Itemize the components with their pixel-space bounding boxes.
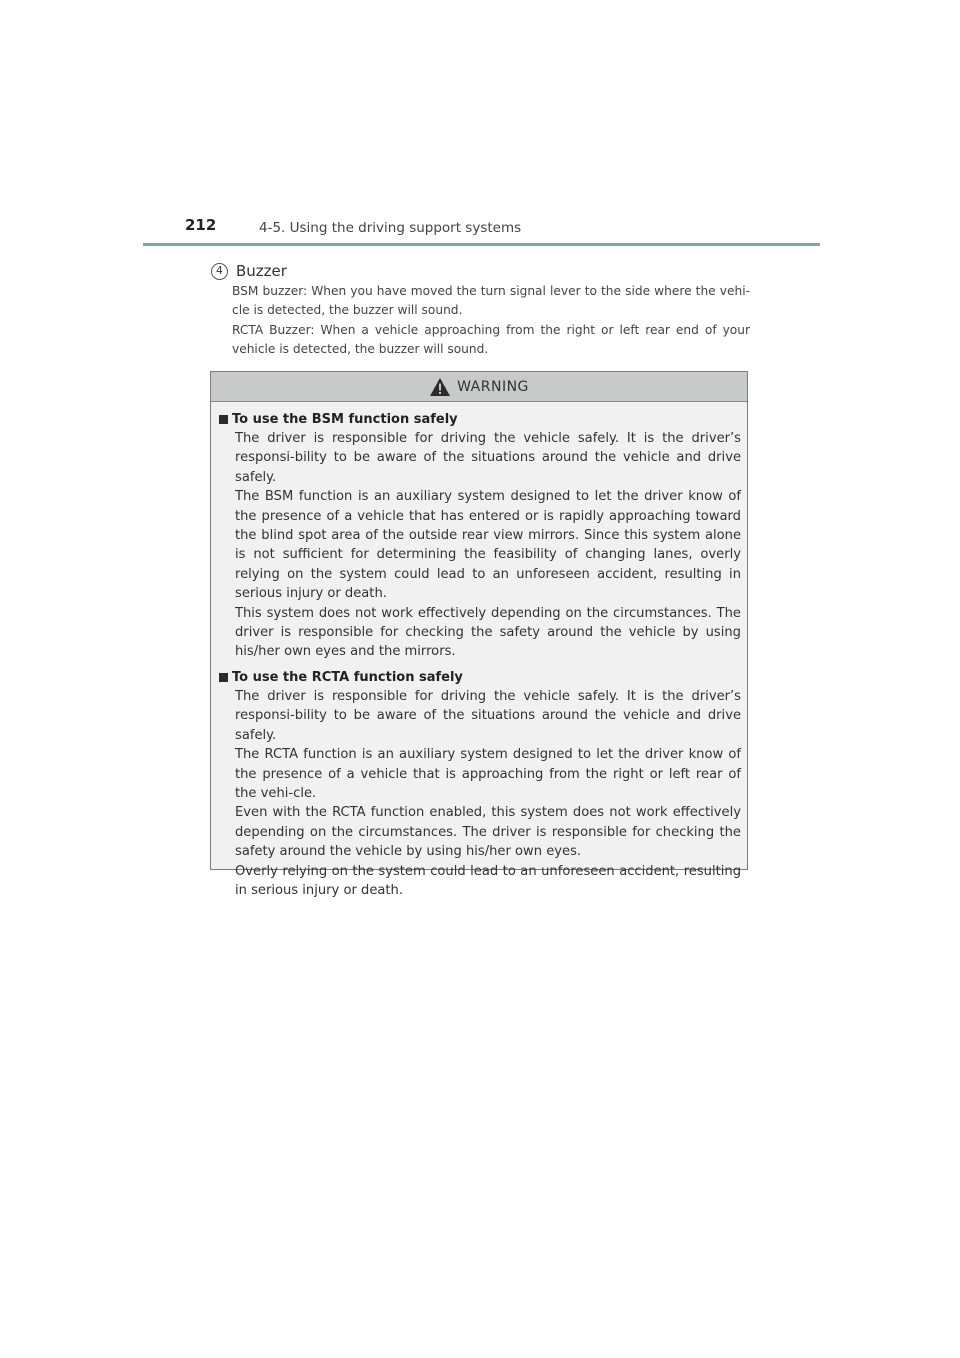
page-number: 212 [185, 216, 217, 234]
warning-paragraph: The BSM function is an auxiliary system designed to let the driver know of the presence of a vehicle that has entered or is rapidly approaching toward the blind spot area of the outside rear view mirrors. Since this system alone is not sufficient for determining the feasibility of changing lanes, overly relying on the system could lead to an unforeseen accident, resulting in serious injury or death. [235, 489, 741, 602]
warning-section-title-text: To use the RCTA function safely [232, 669, 463, 685]
warning-triangle-icon [429, 377, 451, 397]
buzzer-section [210, 260, 750, 358]
warning-paragraph: The driver is responsible for driving the vehicle safely. It is the driver’s responsi-bility to be aware of the situations around the vehicle and drive safely. [235, 431, 741, 485]
warning-paragraph: The driver is responsible for driving the vehicle safely. It is the driver’s responsi-bility to be aware of the situations around the vehicle and drive safely. [235, 688, 741, 743]
page-header [143, 212, 820, 248]
item-number-badge: 4 [211, 263, 228, 280]
warning-section-title-text: To use the BSM function safely [232, 412, 458, 427]
warning-paragraph: The RCTA function is an auxiliary system designed to let the driver know of the presence of a vehicle that is approaching from the right or left rear of the vehi-cle. [235, 747, 741, 801]
buzzer-paragraph: RCTA Buzzer: When a vehicle approaching from the right or left rear end of your vehicle is detected, the buzzer will sound. [232, 323, 750, 356]
buzzer-paragraph: BSM buzzer: When you have moved the turn signal lever to the side where the vehi-cle is detected, the buzzer will sound. [232, 284, 750, 317]
warning-header [211, 372, 747, 402]
warning-section-title [217, 668, 741, 687]
header-rule [143, 243, 820, 246]
buzzer-heading [210, 260, 750, 282]
warning-paragraph: Overly relying on the system could lead to an unforeseen accident, resulting in serious injury or death. [235, 863, 741, 898]
warning-section-bsm [217, 410, 741, 662]
square-bullet-icon [219, 673, 228, 682]
warning-paragraph: Even with the RCTA function enabled, this system does not work effectively depending on the circumstances. The driver is responsible for checking the safety around the vehicle by using his/her own eyes. [235, 805, 741, 860]
warning-paragraph: This system does not work effectively depending on the circumstances. The driver is responsible for checking the safety around the vehicle by using his/her own eyes and the mirrors. [235, 605, 741, 660]
warning-section-rcta [217, 668, 741, 900]
warning-box [210, 371, 748, 898]
section-title: 4-5. Using the driving support systems [259, 220, 522, 236]
warning-label: WARNING [457, 378, 529, 395]
buzzer-title: Buzzer [236, 262, 287, 280]
square-bullet-icon [219, 415, 228, 424]
warning-section-title [217, 410, 741, 429]
warning-body [211, 402, 747, 900]
